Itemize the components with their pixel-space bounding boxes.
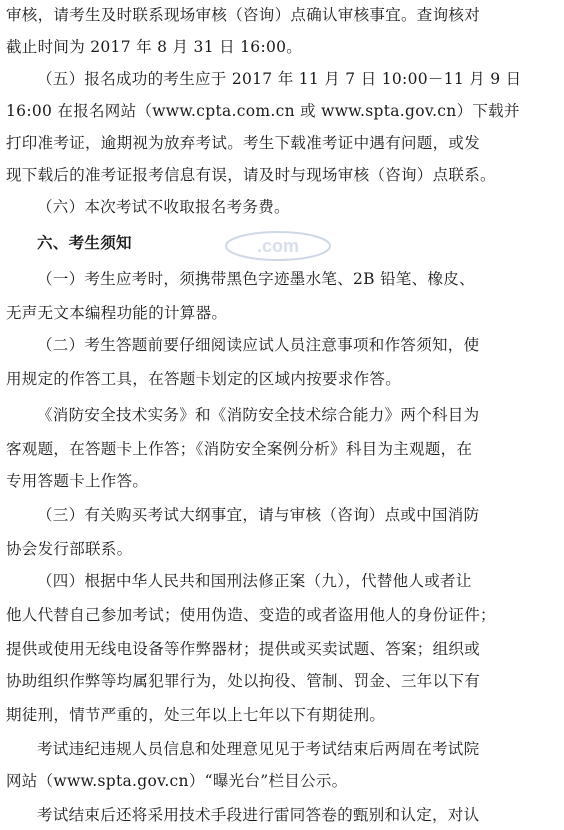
text-line: 期徒刑，情节严重的，处三年以上七年以下有期徒刑。 xyxy=(6,706,386,724)
text-line: 审核，请考生及时联系现场审核（咨询）点确认审核事宜。查询核对 xyxy=(6,6,481,24)
text-line: 网站（www.spta.gov.cn）“曝光台”栏目公示。 xyxy=(6,772,348,790)
section-heading: 六、考生须知 xyxy=(37,233,132,252)
text-line: 现下载后的准考证报考信息有误，请及时与现场审核（咨询）点联系。 xyxy=(6,166,496,184)
text-line: （四）根据中华人民共和国刑法修正案（九），代替他人或者让 xyxy=(37,572,472,590)
text-line: （二）考生答题前要仔细阅读应试人员注意事项和作答须知，使 xyxy=(37,336,480,354)
text-line: （三）有关购买考试大纲事宜，请与审核（咨询）点或中国消防 xyxy=(37,506,480,524)
text-line: （一）考生应考时，须携带黑色字迹墨水笔、2B 铅笔、橡皮、 xyxy=(37,270,475,288)
text-line: 协会发行部联系。 xyxy=(6,540,133,558)
text-line: 专用答题卡上作答。 xyxy=(6,472,149,490)
text-line: 截止时间为 2017 年 8 月 31 日 16:00。 xyxy=(6,38,303,56)
watermark-text: .com xyxy=(256,236,300,256)
text-line: 考试结束后还将采用技术手段进行雷同答卷的甄别和认定，对认 xyxy=(37,806,480,824)
text-line: 无声无文本编程功能的计算器。 xyxy=(6,304,228,322)
text-line: 他人代替自己参加考试；使用伪造、变造的或者盗用他人的身份证件； xyxy=(6,606,496,624)
text-line: 提供或使用无线电设备等作弊器材；提供或买卖试题、答案；组织或 xyxy=(6,640,481,658)
text-line: （五）报名成功的考生应于 2017 年 11 月 7 日 10:00－11 月 9 日 xyxy=(37,70,522,88)
text-line: 《消防安全技术实务》和《消防安全技术综合能力》两个科目为 xyxy=(37,406,480,424)
text-line: 用规定的作答工具，在答题卡划定的区域内按要求作答。 xyxy=(6,370,402,388)
text-line: 协助组织作弊等均属犯罪行为，处以拘役、管制、罚金、三年以下有 xyxy=(6,672,481,690)
text-line: 打印准考证，逾期视为放弃考试。考生下载准考证中遇有问题，或发 xyxy=(6,134,481,152)
text-line: （六）本次考试不收取报名考务费。 xyxy=(37,198,290,216)
text-line: 客观题，在答题卡上作答；《消防安全案例分析》科目为主观题，在 xyxy=(6,440,473,458)
text-line: 16:00 在报名网站（www.cpta.com.cn 或 www.spta.gov.cn）下载并 xyxy=(6,102,520,120)
text-line: 考试违纪违规人员信息和处理意见见于考试结束后两周在考试院 xyxy=(37,740,480,758)
